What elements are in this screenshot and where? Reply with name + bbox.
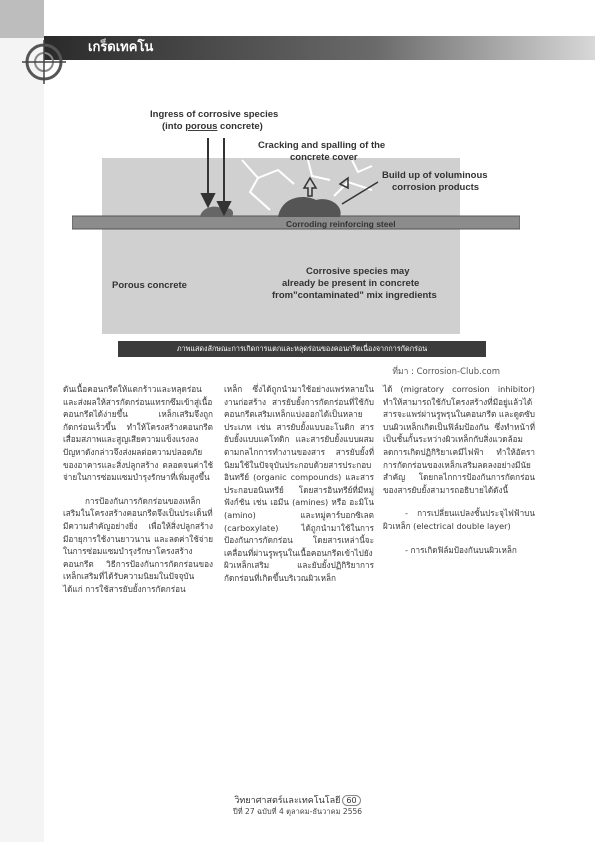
species-label-3: from"contaminated" mix ingredients xyxy=(272,290,437,301)
text-column-1 xyxy=(63,383,213,607)
cracking-label-1: Cracking and spalling of the xyxy=(258,140,386,151)
footer-issue-info: ปีที่ 27 ฉบับที่ 4 ตุลาคม-ธันวาคม 2556 xyxy=(232,807,363,816)
paragraph: - การเกิดฟิล์มป้องกันบนผิวเหล็ก xyxy=(405,544,517,555)
cracking-label-2: concrete cover xyxy=(290,152,358,163)
text-column-2 xyxy=(224,383,374,596)
magazine-title: วิทยาศาสตร์และเทคโนโลยี xyxy=(234,796,341,806)
paragraph: ดันเนื้อคอนกรีตให้แตกร้าวและหลุดร่อน และส่งผลให้สารกัดกร่อนแทรกซึมเข้าสู่เนื้อคอนกรีตได้ง่ายขึ้น เหล็กเสริมจึงถูกกัดกร่อนเร็วขึ้น ทำให้โครงสร้างคอนกรีตเสื่อมสภาพและสูญเสียความแข็งแรงลง ปัญหาดังกล่าวจึงส่งผลต่อความปลอดภัยของอาคารและสิ่งปลูกสร้าง ตลอดจนค่าใช้จ่ายในการซ่อมแซมบำรุงรักษาที่เพิ่มสูงขึ้น xyxy=(63,384,213,483)
paragraph: - การเปลี่ยนแปลงชั้นประจุไฟฟ้าบนผิวเหล็ก (electrical double layer) xyxy=(383,508,535,531)
footer-magazine-title xyxy=(180,793,415,807)
ingress-label: Ingress of corrosive species xyxy=(150,109,279,120)
figure-caption: ภาพแสดงลักษณะการเกิดการแตกและหลุดร่อนของคอนกรีตเนื่องจากการกัดกร่อน xyxy=(176,344,428,353)
species-label-1: Corrosive species may xyxy=(306,266,410,277)
paragraph: ได้ (migratory corrosion inhibitor) ทำให้สามารถใช้กับโครงสร้างที่มีอยู่แล้วได้ สารจะแพร่ผ่านรูพรุนในคอนกรีต และดูดซับบนผิวเหล็กเกิดเป็นฟิล์มป้องกัน ซึ่งทำหน้าที่เป็นชั้นกั้นระหว่างผิวเหล็กกับสิ่งแวดล้อม ลดการเกิดปฏิกิริยาเคมีไฟฟ้า ทำให้อัตราการกัดกร่อนของเหล็กเสริมลดลงอย่างมีนัยสำคัญ โดยกลไกการป้องกันการกัดกร่อนของสารยับยั้งสามารถอธิบายได้ดังนี้ xyxy=(383,384,535,495)
crosshair-logo-icon xyxy=(22,40,66,84)
figure-source: ที่มา : Corrosion-Club.com xyxy=(392,367,500,377)
text-column-3 xyxy=(383,383,535,567)
corrosion-diagram xyxy=(72,100,520,338)
page-corner-tab xyxy=(0,0,44,38)
buildup-label-1: Build up of voluminous xyxy=(382,170,488,181)
ingress-sub-label: (into porous concrete) xyxy=(162,121,263,132)
buildup-label-2: corrosion products xyxy=(392,182,480,193)
page-side-strip xyxy=(0,0,44,842)
porous-concrete-label: Porous concrete xyxy=(112,280,187,291)
paragraph: การป้องกันการกัดกร่อนของเหล็กเสริมในโครงสร้างคอนกรีตจึงเป็นประเด็นที่มีความสำคัญอย่างยิ่ง เพื่อให้สิ่งปลูกสร้างมีอายุการใช้งานยาวนาน และลดค่าใช้จ่ายในการซ่อมแซมบำรุงรักษาโครงสร้างคอนกรีต วิธีการป้องกันการกัดกร่อนของเหล็กเสริมที่ได้รับความนิยมในปัจจุบัน ได้แก่ การใช้สารยับยั้งการกัดกร่อน xyxy=(63,495,213,594)
species-label-2: already be present in concrete xyxy=(282,278,420,289)
section-label: เกร็ดเทคโน xyxy=(88,40,154,55)
paragraph: เหล็ก ซึ่งได้ถูกนำมาใช้อย่างแพร่หลายในงานก่อสร้าง สารยับยั้งการกัดกร่อนที่ใช้กับคอนกรีตเสริมเหล็กแบ่งออกได้เป็นหลายประเภท เช่น สารยับยั้งแบบอะโนดิก สารยับยั้งแบบแคโทดิก และสารยับยั้งแบบผสม ตามกลไกการทำงานของสาร สารยับยั้งที่นิยมใช้ในปัจจุบันประกอบด้วยสารประกอบอินทรีย์ (organic compounds) และสารประกอบอนินทรีย์ โดยสารอินทรีย์ที่มีหมู่ฟังก์ชัน เช่น เอมีน (amines) หรือ อะมิโน (amino) และหมู่คาร์บอกซิเลต (carboxylate) ได้ถูกนำมาใช้ในการป้องกันการกัดกร่อน โดยสารเหล่านี้จะเคลื่อนที่ผ่านรูพรุนในเนื้อคอนกรีตเข้าไปยังผิวเหล็กเสริม และยับยั้งปฏิกิริยาการกัดกร่อนที่เกิดขึ้นบริเวณผิวเหล็ก xyxy=(224,384,374,583)
page-number: 60 xyxy=(342,795,360,806)
steel-label: Corroding reinforcing steel xyxy=(286,219,396,229)
